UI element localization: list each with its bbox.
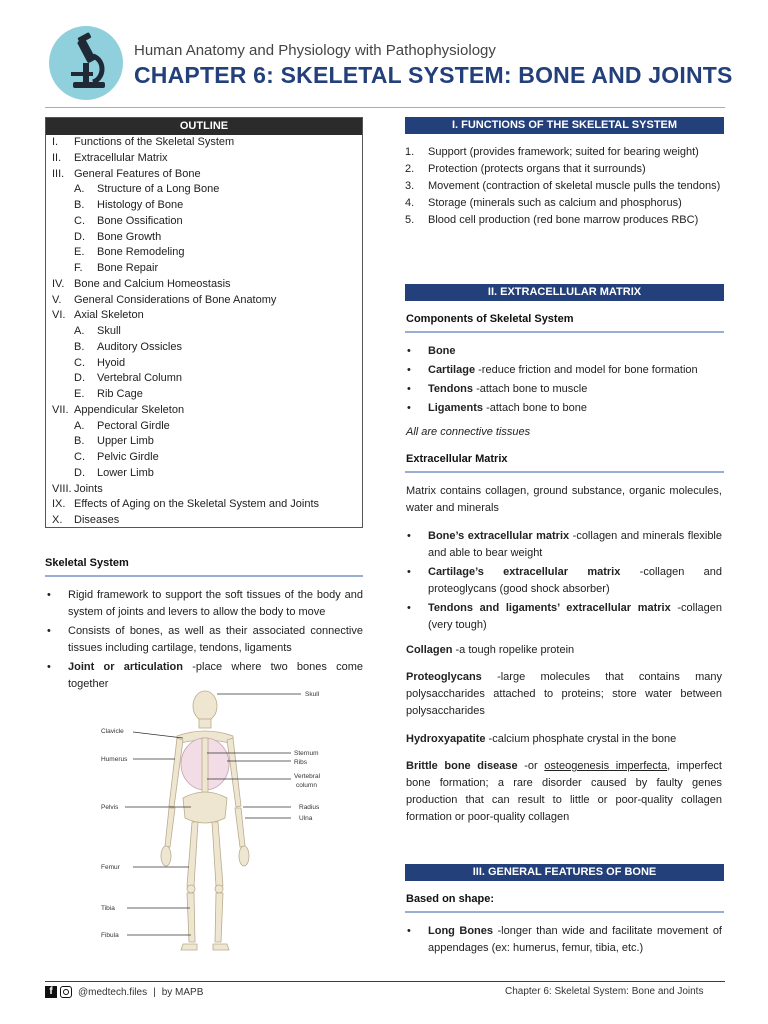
- label-ulna: Ulna: [299, 815, 313, 822]
- label-skull: Skull: [305, 691, 320, 698]
- outline-item-number: B.: [74, 199, 85, 211]
- bullet-text: Consists of bones, as well as their associated connective tissues including cartilage, tendons, ligaments: [68, 625, 363, 654]
- shape-heading: Based on shape:: [406, 893, 495, 905]
- outline-box: [45, 117, 363, 528]
- bullet-item: [405, 400, 722, 417]
- label-pelvis: Pelvis: [101, 804, 119, 811]
- outline-item: [46, 356, 362, 372]
- bullet-text: -collagen and minerals flexible and able to bear weight: [428, 530, 722, 559]
- label-column: column: [296, 782, 317, 789]
- microscope-icon: [49, 26, 123, 100]
- outline-item-text: Rib Cage: [97, 388, 143, 400]
- label-vertebral: Vertebral: [294, 773, 321, 780]
- bullet-icon: •: [407, 925, 411, 937]
- outline-item: [46, 513, 362, 529]
- outline-item-text: Bone Growth: [97, 230, 162, 243]
- chapter-title: CHAPTER 6: SKELETAL SYSTEM: BONE AND JOINTS: [134, 62, 733, 88]
- outline-item-text: Bone Remodeling: [97, 246, 185, 259]
- function-number: 2.: [405, 163, 415, 175]
- components-list: [405, 343, 722, 419]
- bullet-term: Long Bones: [428, 925, 493, 937]
- ecm-heading: Extracellular Matrix: [406, 453, 508, 465]
- bullet-icon: •: [47, 589, 51, 601]
- outline-item-text: Effects of Aging on the Skeletal System and Joints: [74, 498, 319, 511]
- label-femur: Femur: [101, 864, 120, 871]
- bullet-icon: •: [47, 661, 51, 673]
- shape-bullets: [405, 923, 722, 959]
- hydroxyapatite-definition: [406, 731, 722, 748]
- outline-item: [46, 387, 362, 403]
- function-text: Support (provides framework; suited for bearing weight): [428, 146, 699, 158]
- section-rule: [45, 575, 363, 577]
- outline-item-text: Vertebral Column: [97, 372, 182, 385]
- label-sternum: Sternum: [294, 750, 319, 757]
- section-rule: [405, 471, 724, 473]
- function-text: Blood cell production (red bone marrow produces RBC): [428, 214, 699, 226]
- bullet-item: [405, 600, 722, 634]
- skeletal-system-heading: Skeletal System: [45, 557, 129, 569]
- proteoglycans-term: Proteoglycans: [406, 671, 482, 683]
- label-radius: Radius: [299, 804, 320, 811]
- outline-item-number: B.: [74, 435, 85, 448]
- outline-item-text: Joints: [74, 482, 103, 495]
- outline-item-number: D.: [74, 466, 85, 479]
- instagram-icon[interactable]: [60, 986, 72, 998]
- outline-item-number: VIII.: [52, 482, 72, 495]
- outline-item-text: Auditory Ossicles: [97, 340, 182, 353]
- logo: [49, 26, 123, 100]
- outline-item: [46, 450, 362, 466]
- outline-item-number: IX.: [52, 498, 66, 511]
- bullet-icon: •: [407, 566, 411, 578]
- ecm-paragraph: Matrix contains collagen, ground substance, organic molecules, water and minerals: [406, 485, 722, 514]
- function-item: [405, 195, 722, 212]
- outline-item: [46, 482, 362, 498]
- outline-item-number: II.: [52, 151, 62, 164]
- outline-item-text: Histology of Bone: [97, 199, 184, 211]
- outline-item: [46, 261, 362, 277]
- label-humerus: Humerus: [101, 756, 128, 763]
- bullet-text: -collagen (very tough): [428, 602, 722, 631]
- bullet-text: -attach bone to muscle: [473, 383, 588, 395]
- outline-item-text: General Features of Bone: [74, 167, 201, 180]
- bullet-term: Cartilage: [428, 364, 476, 376]
- bullet-item: [405, 528, 722, 562]
- function-item: [405, 212, 722, 229]
- connective-note: All are connective tissues: [406, 426, 531, 438]
- header-divider: [45, 107, 725, 108]
- function-text: Movement (contraction of skeletal muscle pulls the tendons): [428, 180, 721, 192]
- outline-item-number: V.: [52, 293, 62, 306]
- bullet-item: [405, 564, 722, 598]
- outline-item: [46, 324, 362, 340]
- section-rule: [405, 911, 724, 913]
- section-rule: [405, 331, 724, 333]
- outline-item-text: General Considerations of Bone Anatomy: [74, 293, 277, 306]
- outline-item-number: D.: [74, 372, 85, 385]
- function-item: [405, 161, 722, 178]
- bullet-text: -attach bone to bone: [483, 402, 587, 414]
- bullet-icon: •: [407, 530, 411, 542]
- ecm-bullets: [405, 528, 722, 636]
- components-heading: Components of Skeletal System: [406, 313, 574, 325]
- bullet-item: [405, 381, 722, 398]
- outline-item-text: Appendicular Skeleton: [74, 403, 185, 416]
- outline-item-text: Pelvic Girdle: [97, 451, 159, 463]
- brittle-bone-text: , imperfect bone formation; a rare disorder caused by faulty genes production that can result to little or poor-quality collagen formation or poor-quality collagen: [406, 760, 722, 823]
- bullet-term: Tendons: [428, 383, 474, 395]
- document-subtitle: Human Anatomy and Physiology with Pathophysiology: [134, 42, 496, 59]
- outline-item-number: A.: [74, 419, 85, 432]
- bullet-icon: •: [407, 402, 411, 414]
- outline-item: [46, 245, 362, 261]
- bullet-icon: •: [407, 602, 411, 614]
- function-item: [405, 178, 722, 195]
- outline-item-text: Axial Skeleton: [74, 309, 144, 322]
- brittle-bone-pre: -or: [517, 760, 545, 772]
- functions-list: [405, 144, 722, 229]
- outline-item: [46, 419, 362, 435]
- outline-item-number: X.: [52, 514, 63, 526]
- facebook-icon[interactable]: f: [45, 986, 57, 998]
- outline-item-number: C.: [74, 214, 85, 227]
- outline-item: [46, 371, 362, 387]
- function-number: 1.: [405, 146, 415, 158]
- outline-item: [46, 182, 362, 198]
- outline-item-number: E.: [74, 246, 85, 259]
- function-text: Storage (minerals such as calcium and phosphorus): [428, 197, 682, 209]
- outline-item-text: Extracellular Matrix: [74, 151, 168, 164]
- outline-item-number: III.: [52, 167, 65, 180]
- bullet-text: -reduce friction and model for bone formation: [475, 364, 698, 376]
- outline-item: [46, 340, 362, 356]
- skeletal-system-bullets: [45, 587, 363, 695]
- outline-item-text: Pectoral Girdle: [97, 419, 170, 432]
- extracellular-matrix-banner: II. EXTRACELLULAR MATRIX: [405, 284, 724, 301]
- outline-item-number: A.: [74, 325, 85, 337]
- bullet-text: -longer than wide and facilitate movement of appendages (ex: humerus, femur, tibia, etc.): [428, 925, 722, 954]
- outline-item-number: VI.: [52, 309, 66, 322]
- outline-item-number: I.: [52, 136, 59, 148]
- outline-item-text: Bone and Calcium Homeostasis: [74, 277, 231, 290]
- outline-item: [46, 198, 362, 214]
- collagen-text: -a tough ropelike protein: [452, 644, 575, 656]
- general-features-banner: III. GENERAL FEATURES OF BONE: [405, 864, 724, 881]
- outline-item-number: B.: [74, 340, 85, 353]
- footer-handle: @medtech.files: [78, 986, 148, 998]
- hydroxyapatite-term: Hydroxyapatite: [406, 733, 486, 745]
- function-number: 3.: [405, 180, 415, 192]
- collagen-term: Collagen: [406, 644, 453, 656]
- label-ribs: Ribs: [294, 759, 308, 766]
- brittle-bone-synonym: osteogenesis imperfecta: [544, 760, 668, 772]
- bullet-item: [45, 587, 363, 621]
- proteoglycans-text: -large molecules that contains many polysaccharides attached to proteins; store water between polysaccharides: [406, 671, 722, 717]
- bullet-text: -place where two bones come together: [68, 661, 363, 690]
- bullet-term: Bone: [428, 345, 456, 357]
- bullet-term: Joint or articulation: [68, 661, 183, 673]
- outline-item-text: Upper Limb: [97, 435, 154, 448]
- skeleton-illustration: [95, 686, 343, 958]
- outline-item-number: E.: [74, 388, 85, 400]
- bullet-icon: •: [47, 625, 51, 637]
- outline-item: [46, 167, 362, 183]
- bullet-icon: •: [407, 383, 411, 395]
- footer-separator: |: [153, 986, 156, 998]
- outline-item: [46, 466, 362, 482]
- label-clavicle: Clavicle: [101, 728, 124, 735]
- outline-item: [46, 135, 362, 151]
- bullet-item: [405, 343, 722, 360]
- outline-item: [46, 403, 362, 419]
- bullet-text: -collagen and proteoglycans (good shock absorber): [428, 566, 722, 595]
- bullet-item: [405, 362, 722, 379]
- outline-item: [46, 497, 362, 513]
- collagen-definition: [406, 642, 722, 659]
- outline-item-number: IV.: [52, 277, 65, 290]
- outline-item-number: VII.: [52, 403, 69, 416]
- outline-item-number: D.: [74, 230, 85, 243]
- bullet-icon: •: [407, 345, 411, 357]
- outline-item: [46, 230, 362, 246]
- outline-list: [46, 135, 362, 529]
- bullet-text: Rigid framework to support the soft tissues of the body and system of joints and levers to allow the body to move: [68, 589, 363, 618]
- outline-item-text: Bone Repair: [97, 262, 159, 274]
- outline-item-text: Skull: [97, 325, 121, 337]
- outline-item: [46, 308, 362, 324]
- outline-item-number: F.: [74, 262, 83, 274]
- outline-item-number: A.: [74, 183, 85, 196]
- brittle-bone-term: Brittle bone disease: [406, 760, 518, 772]
- bullet-term: Ligaments: [428, 402, 484, 414]
- outline-item-text: Structure of a Long Bone: [97, 183, 220, 196]
- functions-banner: I. FUNCTIONS OF THE SKELETAL SYSTEM: [405, 117, 724, 134]
- bullet-item: [45, 623, 363, 657]
- function-number: 4.: [405, 197, 415, 209]
- bullet-icon: •: [407, 364, 411, 376]
- footer-credit: [45, 986, 203, 998]
- footer-byline: by MAPB: [161, 986, 204, 998]
- bullet-term: Tendons and ligaments’ extracellular matrix: [428, 602, 671, 614]
- bullet-term: Cartilage’s extracellular matrix: [428, 566, 621, 578]
- footer-chapter-label: Chapter 6: Skeletal System: Bone and Joints: [505, 986, 704, 997]
- outline-item-number: C.: [74, 356, 85, 369]
- label-fibula: Fibula: [101, 932, 119, 939]
- function-text: Protection (protects organs that it surrounds): [428, 163, 646, 175]
- outline-item-text: Functions of the Skeletal System: [74, 136, 235, 148]
- skeleton-figure: [95, 686, 343, 958]
- outline-item-text: Hyoid: [97, 356, 126, 369]
- outline-item: [46, 277, 362, 293]
- proteoglycans-definition: [406, 669, 722, 720]
- hydroxyapatite-text: -calcium phosphate crystal in the bone: [485, 733, 677, 745]
- outline-item: [46, 434, 362, 450]
- outline-item-text: Lower Limb: [97, 466, 154, 479]
- outline-item-text: Bone Ossification: [97, 214, 183, 227]
- outline-item: [46, 214, 362, 230]
- bullet-term: Bone’s extracellular matrix: [428, 530, 570, 542]
- footer-divider: [45, 981, 725, 982]
- outline-item-number: C.: [74, 451, 85, 463]
- outline-heading: OUTLINE: [46, 118, 362, 135]
- outline-item-text: Diseases: [74, 514, 120, 526]
- function-item: [405, 144, 722, 161]
- label-tibia: Tibia: [101, 905, 115, 912]
- outline-item: [46, 151, 362, 167]
- function-number: 5.: [405, 214, 415, 226]
- brittle-bone-definition: [406, 758, 722, 826]
- outline-item: [46, 293, 362, 309]
- bullet-item: [405, 923, 722, 957]
